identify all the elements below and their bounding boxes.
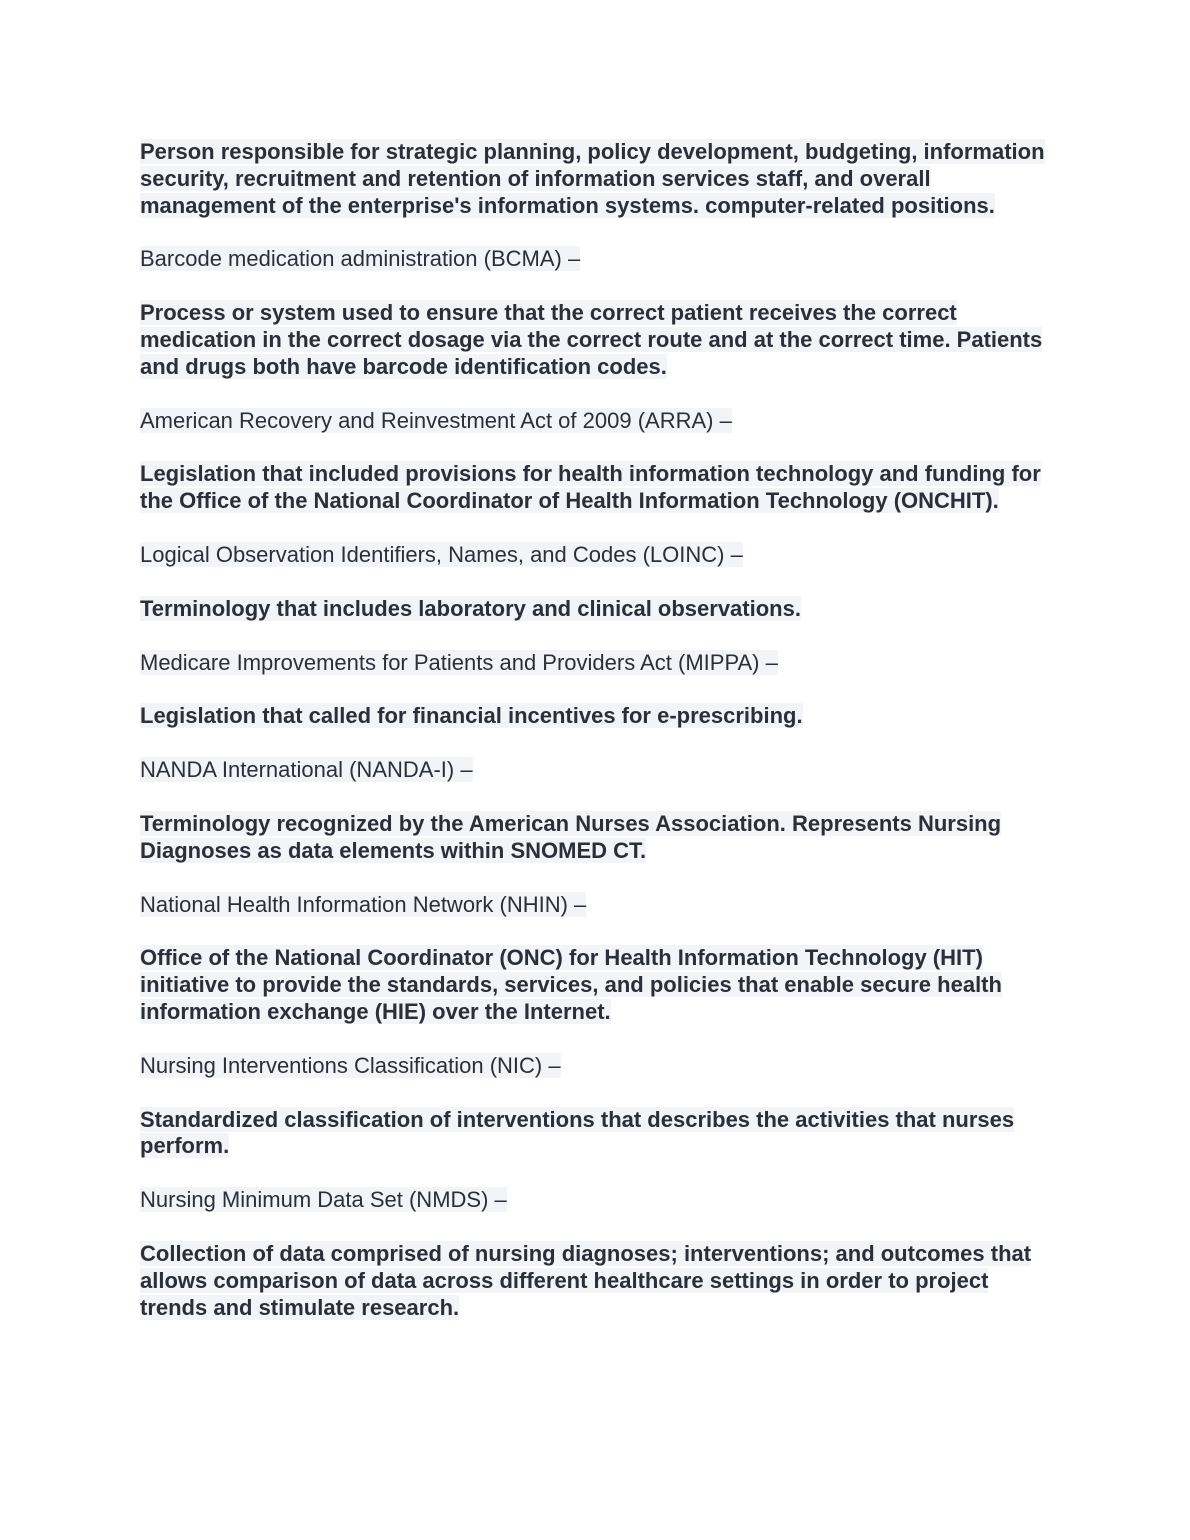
term-nmds xyxy=(140,1187,1045,1214)
definition-mippa xyxy=(140,703,1045,730)
term-text: Nursing Minimum Data Set (NMDS) – xyxy=(140,1187,507,1213)
term-arra xyxy=(140,408,1045,435)
definition-bcma xyxy=(140,300,1045,380)
definition-text: Legislation that called for financial incentives for e-prescribing. xyxy=(140,703,803,729)
term-text: American Recovery and Reinvestment Act of 2009 (ARRA) – xyxy=(140,407,732,433)
term-nhin xyxy=(140,892,1045,919)
definition-text: Terminology that includes laboratory and clinical observations. xyxy=(140,595,801,621)
definition-nanda xyxy=(140,811,1045,865)
definition-text: Process or system used to ensure that the correct patient receives the correct medication in the correct dosage via the correct route and at the correct time. Patients and drugs both have barcode identification codes. xyxy=(140,300,1043,379)
definition-text: Standardized classification of interventions that describes the activities that nurses perform. xyxy=(140,1106,1015,1159)
definition-arra xyxy=(140,461,1045,515)
term-bcma xyxy=(140,246,1045,273)
term-loinc xyxy=(140,542,1045,569)
term-text: Logical Observation Identifiers, Names, and Codes (LOINC) – xyxy=(140,541,743,567)
definition-text: Legislation that included provisions for health information technology and funding for the Office of the National Coordinator of Health Information Technology (ONCHIT). xyxy=(140,461,1041,514)
definition-nic xyxy=(140,1107,1045,1161)
definition-text: Person responsible for strategic planning, policy development, budgeting, information security, recruitment and retention of information services staff, and overall management of the enterprise's information systems. computer-related positions. xyxy=(140,139,1045,218)
term-text: NANDA International (NANDA-I) – xyxy=(140,757,473,783)
term-text: Nursing Interventions Classification (NIC) – xyxy=(140,1052,561,1078)
document-page xyxy=(140,139,1045,1348)
definition-nmds xyxy=(140,1241,1045,1321)
term-text: Barcode medication administration (BCMA) – xyxy=(140,246,581,272)
term-nanda xyxy=(140,757,1045,784)
definition-text: Collection of data comprised of nursing diagnoses; interventions; and outcomes that allows comparison of data across different healthcare settings in order to project trends and stimulate research. xyxy=(140,1240,1032,1320)
definition-nhin xyxy=(140,945,1045,1025)
term-nic xyxy=(140,1053,1045,1080)
definition-loinc xyxy=(140,596,1045,623)
definition-text: Terminology recognized by the American Nurses Association. Represents Nursing Diagnoses as data elements within SNOMED CT. xyxy=(140,810,1002,863)
term-mippa xyxy=(140,650,1045,677)
definition-cio xyxy=(140,139,1045,219)
term-text: National Health Information Network (NHIN) – xyxy=(140,891,587,917)
term-text: Medicare Improvements for Patients and Providers Act (MIPPA) – xyxy=(140,649,778,675)
definition-text: Office of the National Coordinator (ONC) for Health Information Technology (HIT) initiative to provide the standards, services, and policies that enable secure health information exchange (HIE) over the Internet. xyxy=(140,945,1002,1024)
